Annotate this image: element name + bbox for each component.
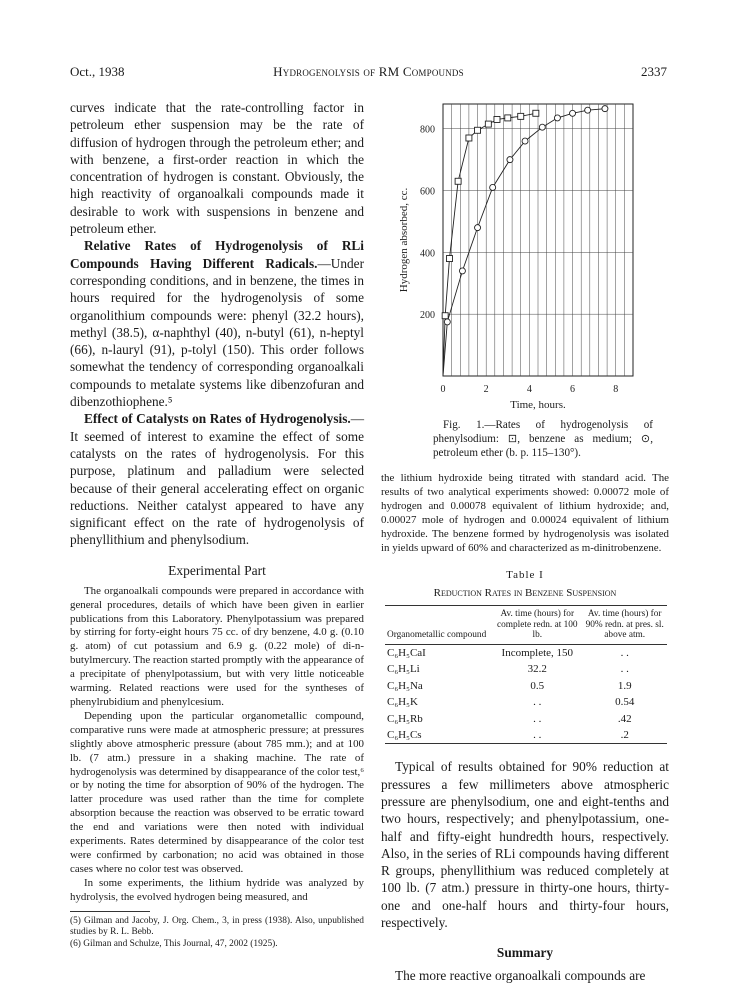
figure-caption-body: —Rates of hydrogenolysis of phenylsodium: ⊡, benzene as medium; ⊙, petroleum ether (b. p. 115–130°). [433, 419, 653, 459]
x-tick-label: 6 [570, 384, 576, 395]
square-data-point [485, 121, 491, 127]
table-row [385, 694, 667, 710]
paragraph-relative-rates-body: —Under corresponding conditions, and in benzene, the times in hours required for the hydrogenolysis of some organolithium compounds were: phenyl (32.2 hours), methyl (38.5), α-naphthyl (40), n-butyl (61), n-heptyl (66), n-lauryl (91), p-tolyl (150). This order follows somewhat the tendency of corresponding organoalkali compounds to metalate systems like dibenzofuran and dibenzothiophene.⁵ [70, 255, 364, 410]
circle-data-point [539, 124, 545, 130]
y-tick-label: 800 [420, 124, 435, 136]
circle-data-point [554, 115, 560, 121]
table-header-compound: Organometallic compound [385, 606, 492, 645]
x-tick-label: 0 [440, 384, 446, 395]
circle-data-point [490, 184, 496, 190]
paragraph-experimental-2: Depending upon the particular organometallic compound, comparative runs were made at atmospheric pressure; at pressures slightly above atmospheric pressure (about 785 mm.); and at 100 lb. (7 atm.) pressure in a shaking machine. The rate of hydrogenolysis was determined by disappearance of the color test,⁶ or by noting the time for absorption of 90% of the hydrogen. The latter procedure was used rather than the time for complete absorption because the reaction was observed to be erratic toward the end and variations were then noted with individual experiments. Rates determined by disappearance of the color test were confirmed by carbonation; no acid was obtained in those cases where no color test was observed. [70, 709, 364, 875]
table-cell: 32.2 [527, 663, 547, 676]
page-header [70, 64, 667, 82]
square-data-point [505, 115, 511, 121]
table-cell: C₆H₅Cs [385, 727, 492, 744]
circle-data-point [459, 268, 465, 274]
figure-caption-lead: Fig. 1. [443, 419, 485, 431]
figure-caption [433, 419, 653, 460]
table-row [385, 678, 667, 694]
y-tick-label: 200 [420, 310, 435, 322]
paragraph-catalysts-body: —It seemed of interest to examine the effect of some catalysts on the rates of hydrogenolysis. For this purpose, platinum and palladium were selected because of their general accelerating effect on organic reductions. Neither catalyst appeared to have any significant effect on the rate of hydrogenolysis of phenyllithium and phenylsodium. [70, 411, 364, 548]
header-running-title: Hydrogenolysis of RM Compounds [273, 64, 464, 79]
x-tick-label: 4 [526, 384, 532, 395]
circle-data-point [507, 157, 513, 163]
square-data-point [533, 110, 539, 116]
y-tick-label: 600 [420, 186, 435, 198]
table-subtitle: Reduction Rates in Benzene Suspension [433, 587, 617, 600]
circle-data-point [570, 110, 576, 116]
square-series-line [443, 113, 536, 376]
table-row [385, 661, 667, 677]
paragraph-experimental-1: The organoalkali compounds were prepared in accordance with general procedures, details of which have been given in earlier publications from this Laboratory. Phenylpotassium was prepared by stirring for forty-eight hours 75 cc. of dry benzene, 4.0 g. (0.10 g. atom) of cut potassium and 6.9 g. (0.22 mole) of di-n-butylmercury. The reaction started promptly with the appearance of a precipitate of phenylpotassium, but with very little noticeable warming. Related reactions were used for the syntheses of phenylrubidium and phenylcesium. [70, 584, 364, 708]
heading-experimental-part: Experimental Part [168, 562, 266, 578]
table-header-90pct: Av. time (hours) for 90% redn. at pres. sl. above atm. [582, 606, 667, 645]
circle-data-point [602, 106, 608, 112]
table-cell: C₆H₅CaI [387, 646, 426, 659]
table-cell: . . [533, 696, 542, 709]
circle-series-line [443, 109, 605, 376]
table-cell: C₆H₅Rb [387, 712, 423, 725]
x-tick-label: 8 [613, 384, 619, 395]
square-data-point [466, 135, 472, 141]
table-header-row [385, 606, 667, 645]
table-cell: 0.54 [615, 696, 635, 709]
table-cell: 0.5 [530, 679, 545, 692]
header-page-number: 2337 [641, 64, 667, 79]
paragraph-catalysts [70, 410, 364, 548]
section-lead-relative-rates: Relative Rates of Hydrogenolysis of RLi Compounds Having Different Radicals. [70, 238, 364, 271]
hydrogenolysis-chart [381, 96, 669, 414]
header-date: Oct., 1938 [70, 64, 125, 79]
table-cell: . . [620, 646, 629, 659]
table-row [385, 644, 667, 661]
footnote-5: (5) Gilman and Jacoby, J. Org. Chem., 3, in press (1938). Also, unpublished studies by R. L. Bebb. [70, 915, 364, 938]
square-data-point [518, 113, 524, 119]
square-data-point [455, 178, 461, 184]
table-cell: .42 [617, 712, 632, 725]
square-data-point [475, 127, 481, 133]
circle-data-point [444, 319, 450, 325]
footnote-rule [70, 911, 150, 912]
table-row [385, 727, 667, 744]
table-cell: C₆H₅K [387, 696, 418, 709]
x-tick-label: 2 [483, 384, 489, 395]
figure-1 [381, 96, 669, 472]
table-cell: C₆H₅Li [387, 663, 420, 676]
reduction-rates-table [385, 605, 667, 744]
table-cell: .2 [582, 727, 667, 744]
circle-data-point [585, 107, 591, 113]
table-header-complete: Av. time (hours) for complete redn. at 100 lb. [492, 606, 582, 645]
section-lead-catalysts: Effect of Catalysts on Rates of Hydrogenolysis. [84, 411, 351, 427]
table-cell: . . [492, 727, 582, 744]
circle-data-point [522, 138, 528, 144]
square-data-point [446, 256, 452, 262]
table-cell: . . [620, 663, 629, 676]
footnote-6: (6) Gilman and Schulze, This Journal, 47, 2002 (1925). [70, 938, 278, 949]
table-cell: . . [533, 712, 542, 725]
paragraph-analysis: the lithium hydroxide being titrated with standard acid. The results of two analytical experiments showed: 0.00072 mole of hydrogen and 0.00078 equivalent of lithium hydroxide; and, 0.00027 mole of hydrogen and 0.00024 equivalent of lithium hydroxide. The benzene formed by hydrogenolysis was isolated in yields upward of 60% and characterized as m-dinitrobenzene. [381, 472, 669, 554]
table-cell: C₆H₅Na [387, 679, 423, 692]
table-title: Table I [506, 569, 544, 582]
right-column [381, 96, 669, 985]
square-data-point [442, 313, 448, 319]
table-cell: Incomplete, 150 [501, 646, 574, 659]
x-axis-label: Time, hours. [510, 399, 566, 411]
paragraph-relative-rates [70, 237, 364, 410]
paragraph-continuation: curves indicate that the rate-controlling factor in petroleum ether suspension may be the rate of diffusion of hydrogen through the petroleum ether; and with benzene, a first-order reaction in which the concentration of hydrogen is constant. Obviously, the high reactivity of organoalkali compounds made it desirable to work with suspensions in benzene and petroleum ether. [70, 100, 364, 237]
paragraph-summary: The more reactive organoalkali compounds are [395, 968, 646, 984]
heading-summary: Summary [496, 945, 554, 961]
y-axis-label: Hydrogen absorbed, cc. [398, 187, 410, 293]
paragraph-typical-results: Typical of results obtained for 90% reduction at pressures a few millimeters above atmospheric pressure are phenylsodium, one and eight-tenths and two hours, respectively; and phenylpotassium, one-half and fifty-eight hundredth hours, respectively. Also, in the series of RLi compounds having different R groups, phenyllithium was reduced completely at 100 lb. (7 atm.) pressure in thirty-one hours, thirty-one and one-half hours and thirty-four hours, respectively. [381, 759, 669, 931]
y-tick-label: 400 [420, 248, 435, 260]
table-row [385, 711, 667, 727]
table-cell: 1.9 [617, 679, 632, 692]
circle-data-point [475, 225, 481, 231]
left-column [70, 99, 364, 950]
paragraph-experimental-3: In some experiments, the lithium hydride was analyzed by hydrolysis, the evolved hydrogen being measured, and [70, 876, 364, 903]
square-data-point [494, 116, 500, 122]
